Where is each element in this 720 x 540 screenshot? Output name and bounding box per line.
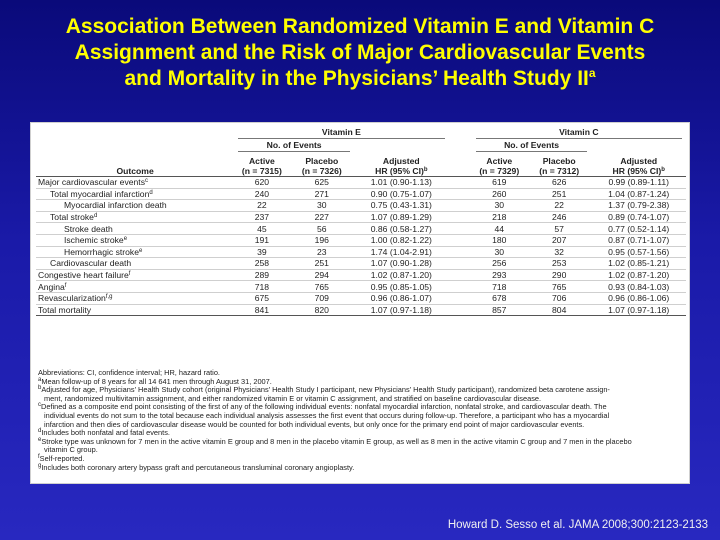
e-placebo-cell: 820 bbox=[290, 304, 355, 316]
e-placebo-cell: 23 bbox=[290, 246, 355, 258]
table-row bbox=[36, 188, 686, 200]
c-placebo-cell: 626 bbox=[527, 177, 592, 189]
e-active-cell: 841 bbox=[234, 304, 289, 316]
table-row bbox=[36, 281, 686, 293]
vitamin-e-events-header: No. of Events bbox=[234, 139, 354, 152]
e-hr-cell: 1.00 (0.82-1.22) bbox=[354, 234, 449, 246]
c-active-cell: 619 bbox=[472, 177, 527, 189]
e-hr-cell: 1.07 (0.89-1.29) bbox=[354, 211, 449, 223]
vitamin-c-header: Vitamin C bbox=[472, 127, 686, 139]
outcome-cell: Congestive heart failure$^f$ bbox=[36, 269, 234, 281]
e-hr-cell: 0.86 (0.58-1.27) bbox=[354, 223, 449, 235]
e-active-cell: 620 bbox=[234, 177, 289, 189]
c-placebo-cell: 22 bbox=[527, 200, 592, 212]
c-active-cell: 260 bbox=[472, 188, 527, 200]
outcome-cell: Angina$^f$ bbox=[36, 281, 234, 293]
slide-title bbox=[0, 14, 720, 92]
e-placebo-cell: 227 bbox=[290, 211, 355, 223]
c-active-header: Active (n = 7329) bbox=[472, 152, 527, 177]
footnote-c-cont-2: infarction and then dies of cardiovascular disease would be counted for both individual events, but only once for the primary end point of major cardiovascular events. bbox=[44, 419, 585, 429]
table-row bbox=[36, 177, 686, 189]
c-placebo-cell: 251 bbox=[527, 188, 592, 200]
e-placebo-cell: 765 bbox=[290, 281, 355, 293]
c-hr-cell: 1.02 (0.87-1.20) bbox=[591, 269, 686, 281]
c-hr-cell: 0.89 (0.74-1.07) bbox=[591, 211, 686, 223]
outcome-cell: Ischemic stroke$^e$ bbox=[36, 234, 234, 246]
outcome-cell: Myocardial infarction death bbox=[36, 200, 234, 212]
table-row bbox=[36, 269, 686, 281]
c-active-cell: 678 bbox=[472, 292, 527, 304]
table-row bbox=[36, 304, 686, 316]
group-header-row bbox=[36, 127, 686, 139]
e-active-cell: 191 bbox=[234, 234, 289, 246]
c-active-cell: 180 bbox=[472, 234, 527, 246]
c-active-cell: 256 bbox=[472, 258, 527, 270]
title-footnote-mark: a bbox=[588, 66, 596, 80]
e-hr-cell: 0.96 (0.86-1.07) bbox=[354, 292, 449, 304]
e-hr-cell: 0.90 (0.75-1.07) bbox=[354, 188, 449, 200]
outcome-cell: Cardiovascular death bbox=[36, 258, 234, 270]
c-hr-cell: 0.87 (0.71-1.07) bbox=[591, 234, 686, 246]
c-hr-cell: 0.77 (0.52-1.14) bbox=[591, 223, 686, 235]
e-placebo-cell: 294 bbox=[290, 269, 355, 281]
c-placebo-cell: 253 bbox=[527, 258, 592, 270]
c-active-cell: 218 bbox=[472, 211, 527, 223]
c-active-cell: 293 bbox=[472, 269, 527, 281]
footnote-e-cont: vitamin C group. bbox=[44, 445, 98, 455]
e-placebo-cell: 271 bbox=[290, 188, 355, 200]
table-row bbox=[36, 200, 686, 212]
outcome-column-header: Outcome bbox=[36, 152, 234, 177]
e-placebo-cell: 709 bbox=[290, 292, 355, 304]
c-hr-cell: 0.93 (0.84-1.03) bbox=[591, 281, 686, 293]
footnote-c: $^c$Defined as a composite end point consisting of the first of any of the following individual events: nonfatal myocardial infarction, nonfatal stroke, and cardiovascular death. The bbox=[38, 402, 607, 412]
c-active-cell: 30 bbox=[472, 200, 527, 212]
e-hr-cell: 1.07 (0.97-1.18) bbox=[354, 304, 449, 316]
e-placebo-cell: 30 bbox=[290, 200, 355, 212]
e-placebo-cell: 56 bbox=[290, 223, 355, 235]
title-line-3-text: and Mortality in the Physicians’ Health Study II bbox=[124, 67, 589, 90]
footnote-d: $^d$Includes both nonfatal and fatal events. bbox=[38, 428, 170, 438]
footnote-c-cont-1: individual events do not sum to the total because each individual analysis assesses the first event that occurs during follow-up. Therefore, a participant who has a myocardial bbox=[44, 410, 610, 420]
c-active-cell: 30 bbox=[472, 246, 527, 258]
footnote-b: $^b$Adjusted for age, Physicians’ Health Study cohort (original Physicians’ Health Study I participant, new Physicians’ Health Study participant), randomized beta carotene assign- bbox=[38, 385, 610, 395]
title-line-2: Assignment and the Risk of Major Cardiovascular Events bbox=[74, 41, 646, 64]
footnote-abbreviations: Abbreviations: CI, confidence interval; HR, hazard ratio. bbox=[38, 368, 220, 377]
e-placebo-cell: 251 bbox=[290, 258, 355, 270]
footnote-b-cont: ment, randomized multivitamin assignment, and either randomized vitamin E or vitamin C assignment, and stratified on baseline cardiovascular disease. bbox=[44, 393, 542, 403]
e-active-cell: 240 bbox=[234, 188, 289, 200]
footnote-g: $^g$Includes both coronary artery bypass graft and percutaneous transluminal coronary angioplasty. bbox=[38, 462, 355, 472]
outcome-cell: Stroke death bbox=[36, 223, 234, 235]
c-placebo-cell: 207 bbox=[527, 234, 592, 246]
table-row bbox=[36, 258, 686, 270]
c-placebo-header: Placebo (n = 7312) bbox=[527, 152, 592, 177]
outcome-cell: Hemorrhagic stroke$^e$ bbox=[36, 246, 234, 258]
title-line-1: Association Between Randomized Vitamin E and Vitamin C bbox=[65, 15, 655, 38]
c-hr-cell: 1.04 (0.87-1.24) bbox=[591, 188, 686, 200]
table-body bbox=[36, 177, 686, 316]
c-placebo-cell: 246 bbox=[527, 211, 592, 223]
outcome-cell: Total myocardial infarction$^d$ bbox=[36, 188, 234, 200]
c-hr-cell: 1.37 (0.79-2.38) bbox=[591, 200, 686, 212]
e-active-cell: 237 bbox=[234, 211, 289, 223]
c-hr-cell: 0.96 (0.86-1.06) bbox=[591, 292, 686, 304]
results-table bbox=[36, 127, 686, 316]
c-hr-cell: 1.02 (0.85-1.21) bbox=[591, 258, 686, 270]
c-placebo-cell: 706 bbox=[527, 292, 592, 304]
e-hr-cell: 1.02 (0.87-1.20) bbox=[354, 269, 449, 281]
table-row bbox=[36, 292, 686, 304]
e-active-cell: 22 bbox=[234, 200, 289, 212]
e-hr-cell: 1.07 (0.90-1.28) bbox=[354, 258, 449, 270]
c-placebo-cell: 765 bbox=[527, 281, 592, 293]
c-placebo-cell: 32 bbox=[527, 246, 592, 258]
outcome-cell: Total mortality bbox=[36, 304, 234, 316]
c-placebo-cell: 290 bbox=[527, 269, 592, 281]
table-row bbox=[36, 223, 686, 235]
c-placebo-cell: 804 bbox=[527, 304, 592, 316]
c-active-cell: 718 bbox=[472, 281, 527, 293]
e-active-cell: 258 bbox=[234, 258, 289, 270]
c-placebo-cell: 57 bbox=[527, 223, 592, 235]
footnote-e: $^e$Stroke type was unknown for 7 men in the active vitamin E group and 8 men in the placebo vitamin E group, as well as 8 men in the active vitamin C group and 7 men in the placebo bbox=[38, 436, 632, 446]
e-active-cell: 289 bbox=[234, 269, 289, 281]
c-active-cell: 857 bbox=[472, 304, 527, 316]
table-row bbox=[36, 246, 686, 258]
e-placebo-cell: 625 bbox=[290, 177, 355, 189]
subgroup-header-row bbox=[36, 139, 686, 152]
e-active-cell: 45 bbox=[234, 223, 289, 235]
footnote-f: $^f$Self-reported. bbox=[38, 453, 85, 463]
outcome-cell: Revascularization$^{f,g}$ bbox=[36, 292, 234, 304]
e-active-cell: 675 bbox=[234, 292, 289, 304]
e-hr-cell: 0.95 (0.85-1.05) bbox=[354, 281, 449, 293]
e-hr-cell: 0.75 (0.43-1.31) bbox=[354, 200, 449, 212]
c-hr-cell: 0.95 (0.57-1.56) bbox=[591, 246, 686, 258]
table-row bbox=[36, 234, 686, 246]
column-header-row bbox=[36, 152, 686, 177]
table-panel bbox=[30, 122, 690, 484]
c-hr-cell: 1.07 (0.97-1.18) bbox=[591, 304, 686, 316]
e-placebo-header: Placebo (n = 7326) bbox=[290, 152, 355, 177]
table-row bbox=[36, 211, 686, 223]
e-hr-cell: 1.74 (1.04-2.91) bbox=[354, 246, 449, 258]
e-hr-header: Adjusted HR (95% CI)$^b$ bbox=[354, 152, 449, 177]
title-line-3 bbox=[0, 66, 720, 92]
vitamin-e-header: Vitamin E bbox=[234, 127, 448, 139]
e-active-cell: 39 bbox=[234, 246, 289, 258]
e-active-header: Active (n = 7315) bbox=[234, 152, 289, 177]
outcome-cell: Total stroke$^d$ bbox=[36, 211, 234, 223]
e-hr-cell: 1.01 (0.90-1.13) bbox=[354, 177, 449, 189]
c-active-cell: 44 bbox=[472, 223, 527, 235]
c-hr-header: Adjusted HR (95% CI)$^b$ bbox=[591, 152, 686, 177]
footnote-a: $^a$Mean follow-up of 8 years for all 14 641 men through August 31, 2007. bbox=[38, 376, 272, 386]
footnotes bbox=[38, 369, 686, 472]
e-placebo-cell: 196 bbox=[290, 234, 355, 246]
vitamin-c-events-header: No. of Events bbox=[472, 139, 592, 152]
outcome-cell: Major cardiovascular events$^c$ bbox=[36, 177, 234, 189]
citation: Howard D. Sesso et al. JAMA 2008;300:2123-2133 bbox=[447, 519, 708, 531]
e-active-cell: 718 bbox=[234, 281, 289, 293]
c-hr-cell: 0.99 (0.89-1.11) bbox=[591, 177, 686, 189]
